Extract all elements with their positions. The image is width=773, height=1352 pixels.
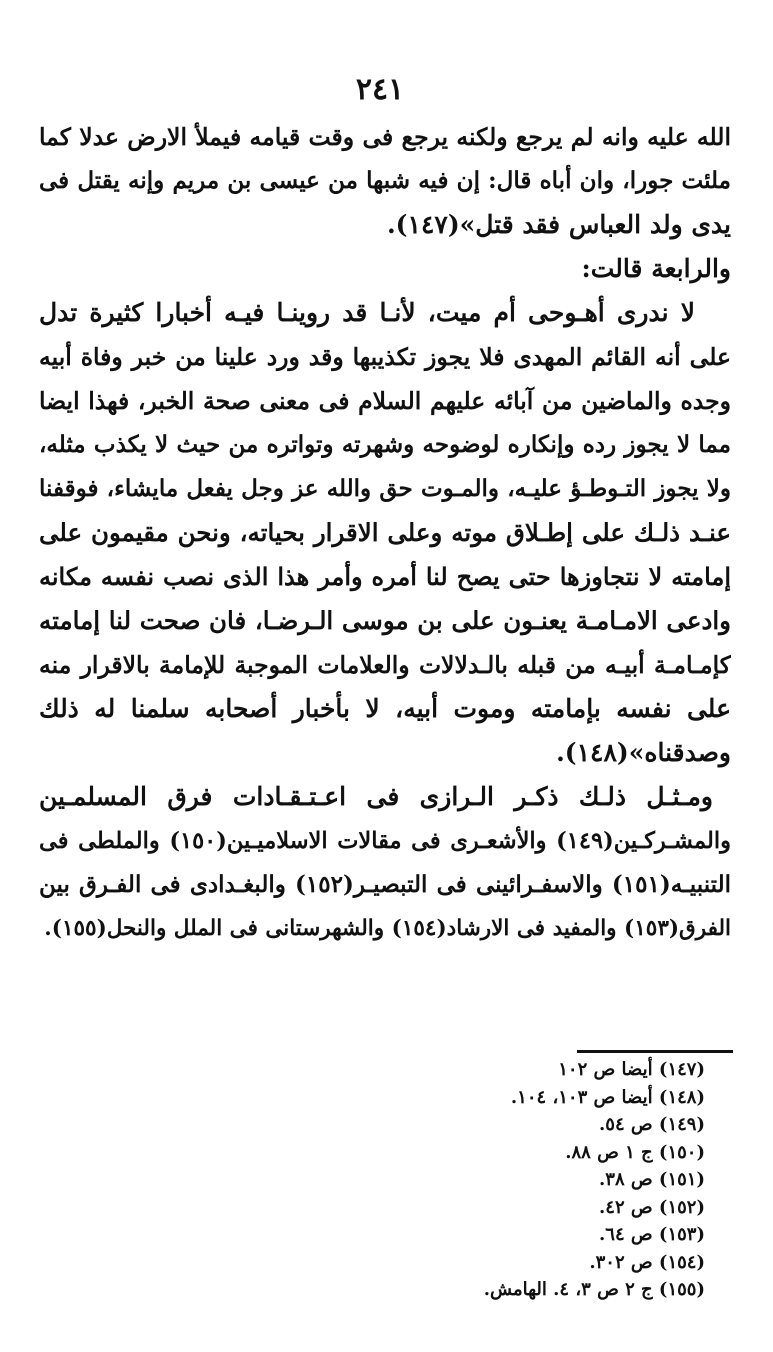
text-line: يدى ولد العباس فقد قتل»(١٤٧). (386, 210, 731, 239)
text-line: وجده والماضين من آبائه عليهم السلام فى معنى صحة الخبر، فهذا ايضا (39, 387, 731, 415)
text-line: ومـثـل ذلـك ذكـر الـرازى فى اعـتـقـادات فرق المسلمـين (39, 782, 713, 811)
text-line: مما لا يجوز رده وإنكاره لوضوحه وشهرته وتواتره من حيث لا يكذب مثله، (39, 431, 731, 458)
footnote: (١٥٥) ج ٢ ص ٣، ٤. الهامش. (483, 1279, 705, 1300)
text-line: والمشـركـين(١٤٩) والأشعـرى فى مقالات الاسلاميـين(١٥٠) والملطى فى (39, 828, 731, 854)
footnote: (١٥٤) ص ٣٠٢. (589, 1251, 705, 1273)
text-line: وصدقناه»(١٤٨). (556, 738, 731, 767)
text-line: على أنه القائم المهدى فلا يجوز تكذيبها وقد ورد علينا من خبر وفاة أبيه (39, 343, 731, 371)
section-heading: والرابعة قالت: (581, 254, 731, 283)
text-line: الفرق(١٥٣) والمفيد فى الارشاد(١٥٤) والشهرستانى فى الملل والنحل(١٥٥). (44, 916, 731, 941)
page-number: ٢٤١ (355, 72, 405, 107)
text-line: كإمـامـة أبيـه من قبله بالـدلالات والعلامات الموجبة للإمامة بالاقرار منه (39, 651, 731, 679)
footnote: (١٤٩) ص ٥٤. (599, 1114, 705, 1135)
text-line: ملئت جورا، وان أباه قال: إن فيه شبها من عيسى بن مريم وإنه يقتل فى (39, 167, 731, 194)
text-line: وادعى الامـامـة يعنـون على بن موسى الـرضـا، فان صحت لنا إمامته (39, 606, 731, 635)
main-text (39, 115, 731, 951)
text-line: لا ندرى أهـوحى أم ميت، لأنـا قد روينـا فيـه أخبارا كثيرة تدل (39, 298, 695, 327)
footnote: (١٥٠) ج ١ ص ٨٨. (565, 1141, 705, 1163)
text-line: التنبيـه(١٥١) والاسفـرائينى فى التبصيـر(١٥٢) والبغـدادى فى الفـرق بين (39, 871, 731, 898)
footnote: (١٥٣) ص ٦٤. (599, 1224, 705, 1245)
footnote: (١٥١) ص ٣٨. (599, 1169, 705, 1190)
text-line: الله عليه وانه لم يرجع ولكنه يرجع فى وقت قيامه فيملأ الارض عدلا كما (39, 123, 731, 151)
footnote: (١٤٧) أيضا ص ١٠٢ (558, 1059, 705, 1080)
footnotes (305, 1056, 705, 1304)
text-line: ولا يجوز التـوطـؤ عليـه، والمـوت حق والله عز وجل يفعل مايشاء، فوقفنا (39, 475, 731, 502)
footnote-divider (577, 1050, 733, 1053)
footnote: (١٥٢) ص ٤٢. (599, 1196, 705, 1218)
footnote: (١٤٨) أيضا ص ١٠٣، ١٠٤. (510, 1086, 705, 1108)
text-line: عنـد ذلـك على إطـلاق موته وعلى الاقرار بحياته، ونحن مقيمون على (39, 518, 731, 547)
text-line: إمامته لا نتجاوزها حتى يصح لنا أمره وأمر هذا الذى نصب نفسه مكانه (39, 562, 731, 591)
text-line: على نفسه بإمامته وموت أبيه، لا بأخبار أصحابه سلمنا له ذلك (39, 694, 731, 723)
